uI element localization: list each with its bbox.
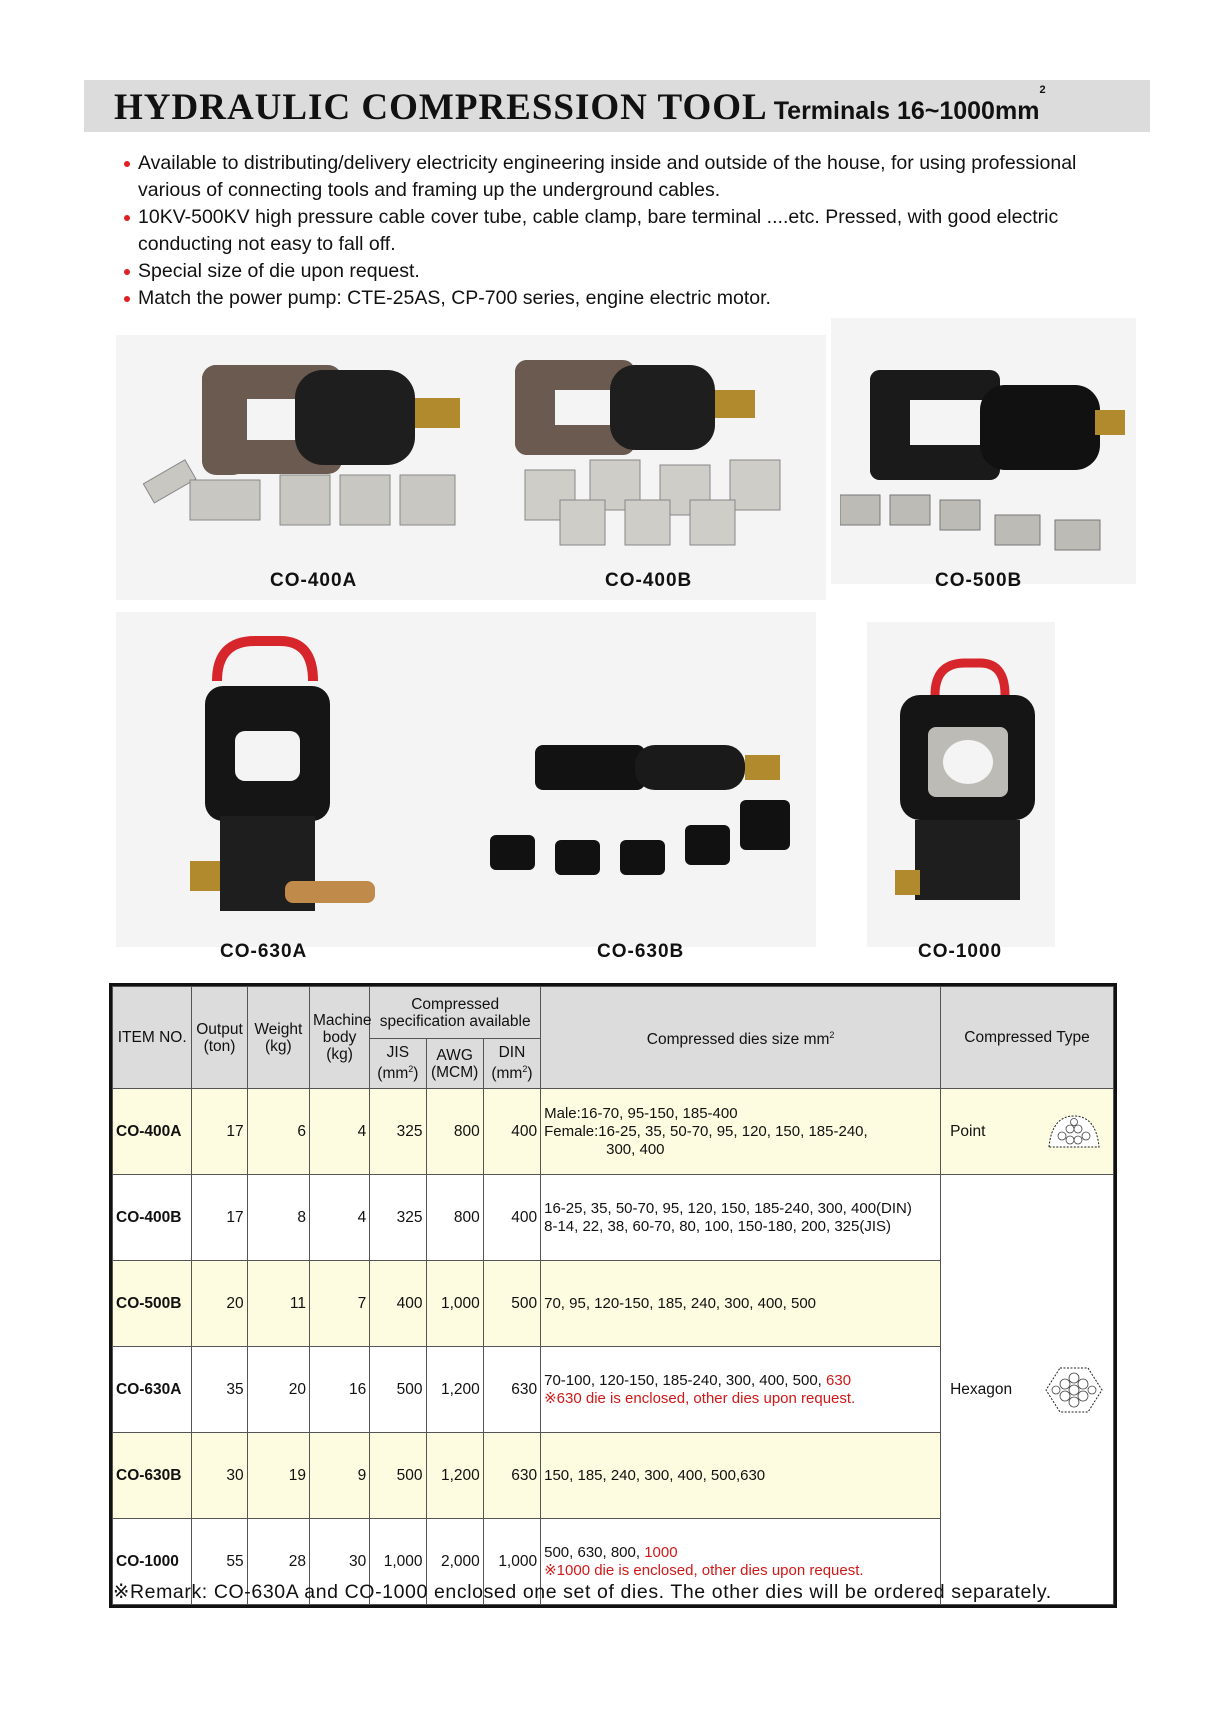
- th-type: Compressed Type: [941, 987, 1114, 1089]
- bullet-dot-icon: [124, 269, 130, 275]
- type-hexagon: Hexagon: [941, 1175, 1114, 1605]
- th-weight: Weight (kg): [247, 987, 309, 1089]
- feature-item: Available to distributing/delivery electricity engineering inside and outside of the house, for using professional various of connecting tools and framing up the underground cables.: [124, 150, 1084, 204]
- feature-item: 10KV-500KV high pressure cable cover tube, cable clamp, bare terminal ....etc. Pressed, with good electric conducting not easy to fall off.: [124, 204, 1084, 258]
- table-row: CO-400A 17 6 4 325 800 400 Male:16-70, 95-150, 185-400 Female:16-25, 35, 50-70, 95, 120, 150, 185-240, 300, 400 Point: [113, 1089, 1114, 1175]
- th-jis: JIS $(mm^2)$: [370, 1039, 426, 1089]
- bullet-dot-icon: [124, 215, 130, 221]
- product-label: CO-1000: [918, 941, 1003, 962]
- page-title: [114, 86, 1046, 129]
- co-1000-image: [890, 655, 1040, 915]
- table-row: CO-1000 55 28 30 1,000 2,000 1,000 500, 630, 800, 1000 ※1000 die is enclosed, other dies upon request.: [113, 1519, 1114, 1605]
- co-500b-image: [840, 365, 1130, 555]
- product-label: CO-630B: [597, 941, 685, 962]
- product-label: CO-630A: [220, 941, 308, 962]
- title-subtitle: Terminals 16~1000mm: [773, 97, 1040, 125]
- th-output: Output (ton): [192, 987, 247, 1089]
- remark-note: ※Remark: CO-630A and CO-1000 enclosed one set of dies. The other dies will be ordered separately.: [113, 1581, 1052, 1603]
- co-400b-image: [500, 350, 830, 560]
- feature-item: Match the power pump: CTE-25AS, CP-700 series, engine electric motor.: [124, 285, 1084, 312]
- th-machine: Machine body (kg): [309, 987, 369, 1089]
- th-compressed-spec: Compressed specification available: [370, 987, 541, 1039]
- title-sup: 2: [1039, 84, 1046, 96]
- spec-table: [109, 983, 1117, 1608]
- th-dies: Compressed dies size $mm^2$: [541, 987, 941, 1089]
- table-row: CO-500B 20 11 7 400 1,000 500 70, 95, 120-150, 185, 240, 300, 400, 500: [113, 1261, 1114, 1347]
- th-din: DIN $(mm^2)$: [483, 1039, 540, 1089]
- table-row: CO-630B 30 19 9 500 1,200 630 150, 185, 240, 300, 400, 500,630: [113, 1433, 1114, 1519]
- th-item: ITEM NO.: [113, 987, 192, 1089]
- product-label: CO-400A: [270, 570, 358, 591]
- co-630a-image: [185, 636, 405, 926]
- table-row: CO-630A 35 20 16 500 1,200 630 70-100, 120-150, 185-240, 300, 400, 500, 630 ※630 die is enclosed, other dies upon request.: [113, 1347, 1114, 1433]
- feature-list: [124, 150, 1084, 312]
- table-row: CO-400B 17 8 4 325 800 400 16-25, 35, 50-70, 95, 120, 150, 185-240, 300, 400(DIN) 8-14, 22, 38, 60-70, 80, 100, 150-180, 200, 325(JIS) Hexagon: [113, 1175, 1114, 1261]
- title-main: HYDRAULIC COMPRESSION TOOL: [114, 87, 768, 128]
- th-awg: AWG (MCM): [426, 1039, 483, 1089]
- point-crimp-icon: [1044, 1112, 1104, 1152]
- co-400a-image: [130, 350, 490, 560]
- bullet-dot-icon: [124, 161, 130, 167]
- co-630b-image: [480, 720, 810, 890]
- type-point: Point: [941, 1089, 1114, 1175]
- title-bar: [84, 80, 1150, 132]
- product-label: CO-400B: [605, 570, 693, 591]
- bullet-dot-icon: [124, 296, 130, 302]
- hexagon-crimp-icon: [1044, 1364, 1104, 1416]
- product-label: CO-500B: [935, 570, 1023, 591]
- feature-item: Special size of die upon request.: [124, 258, 1084, 285]
